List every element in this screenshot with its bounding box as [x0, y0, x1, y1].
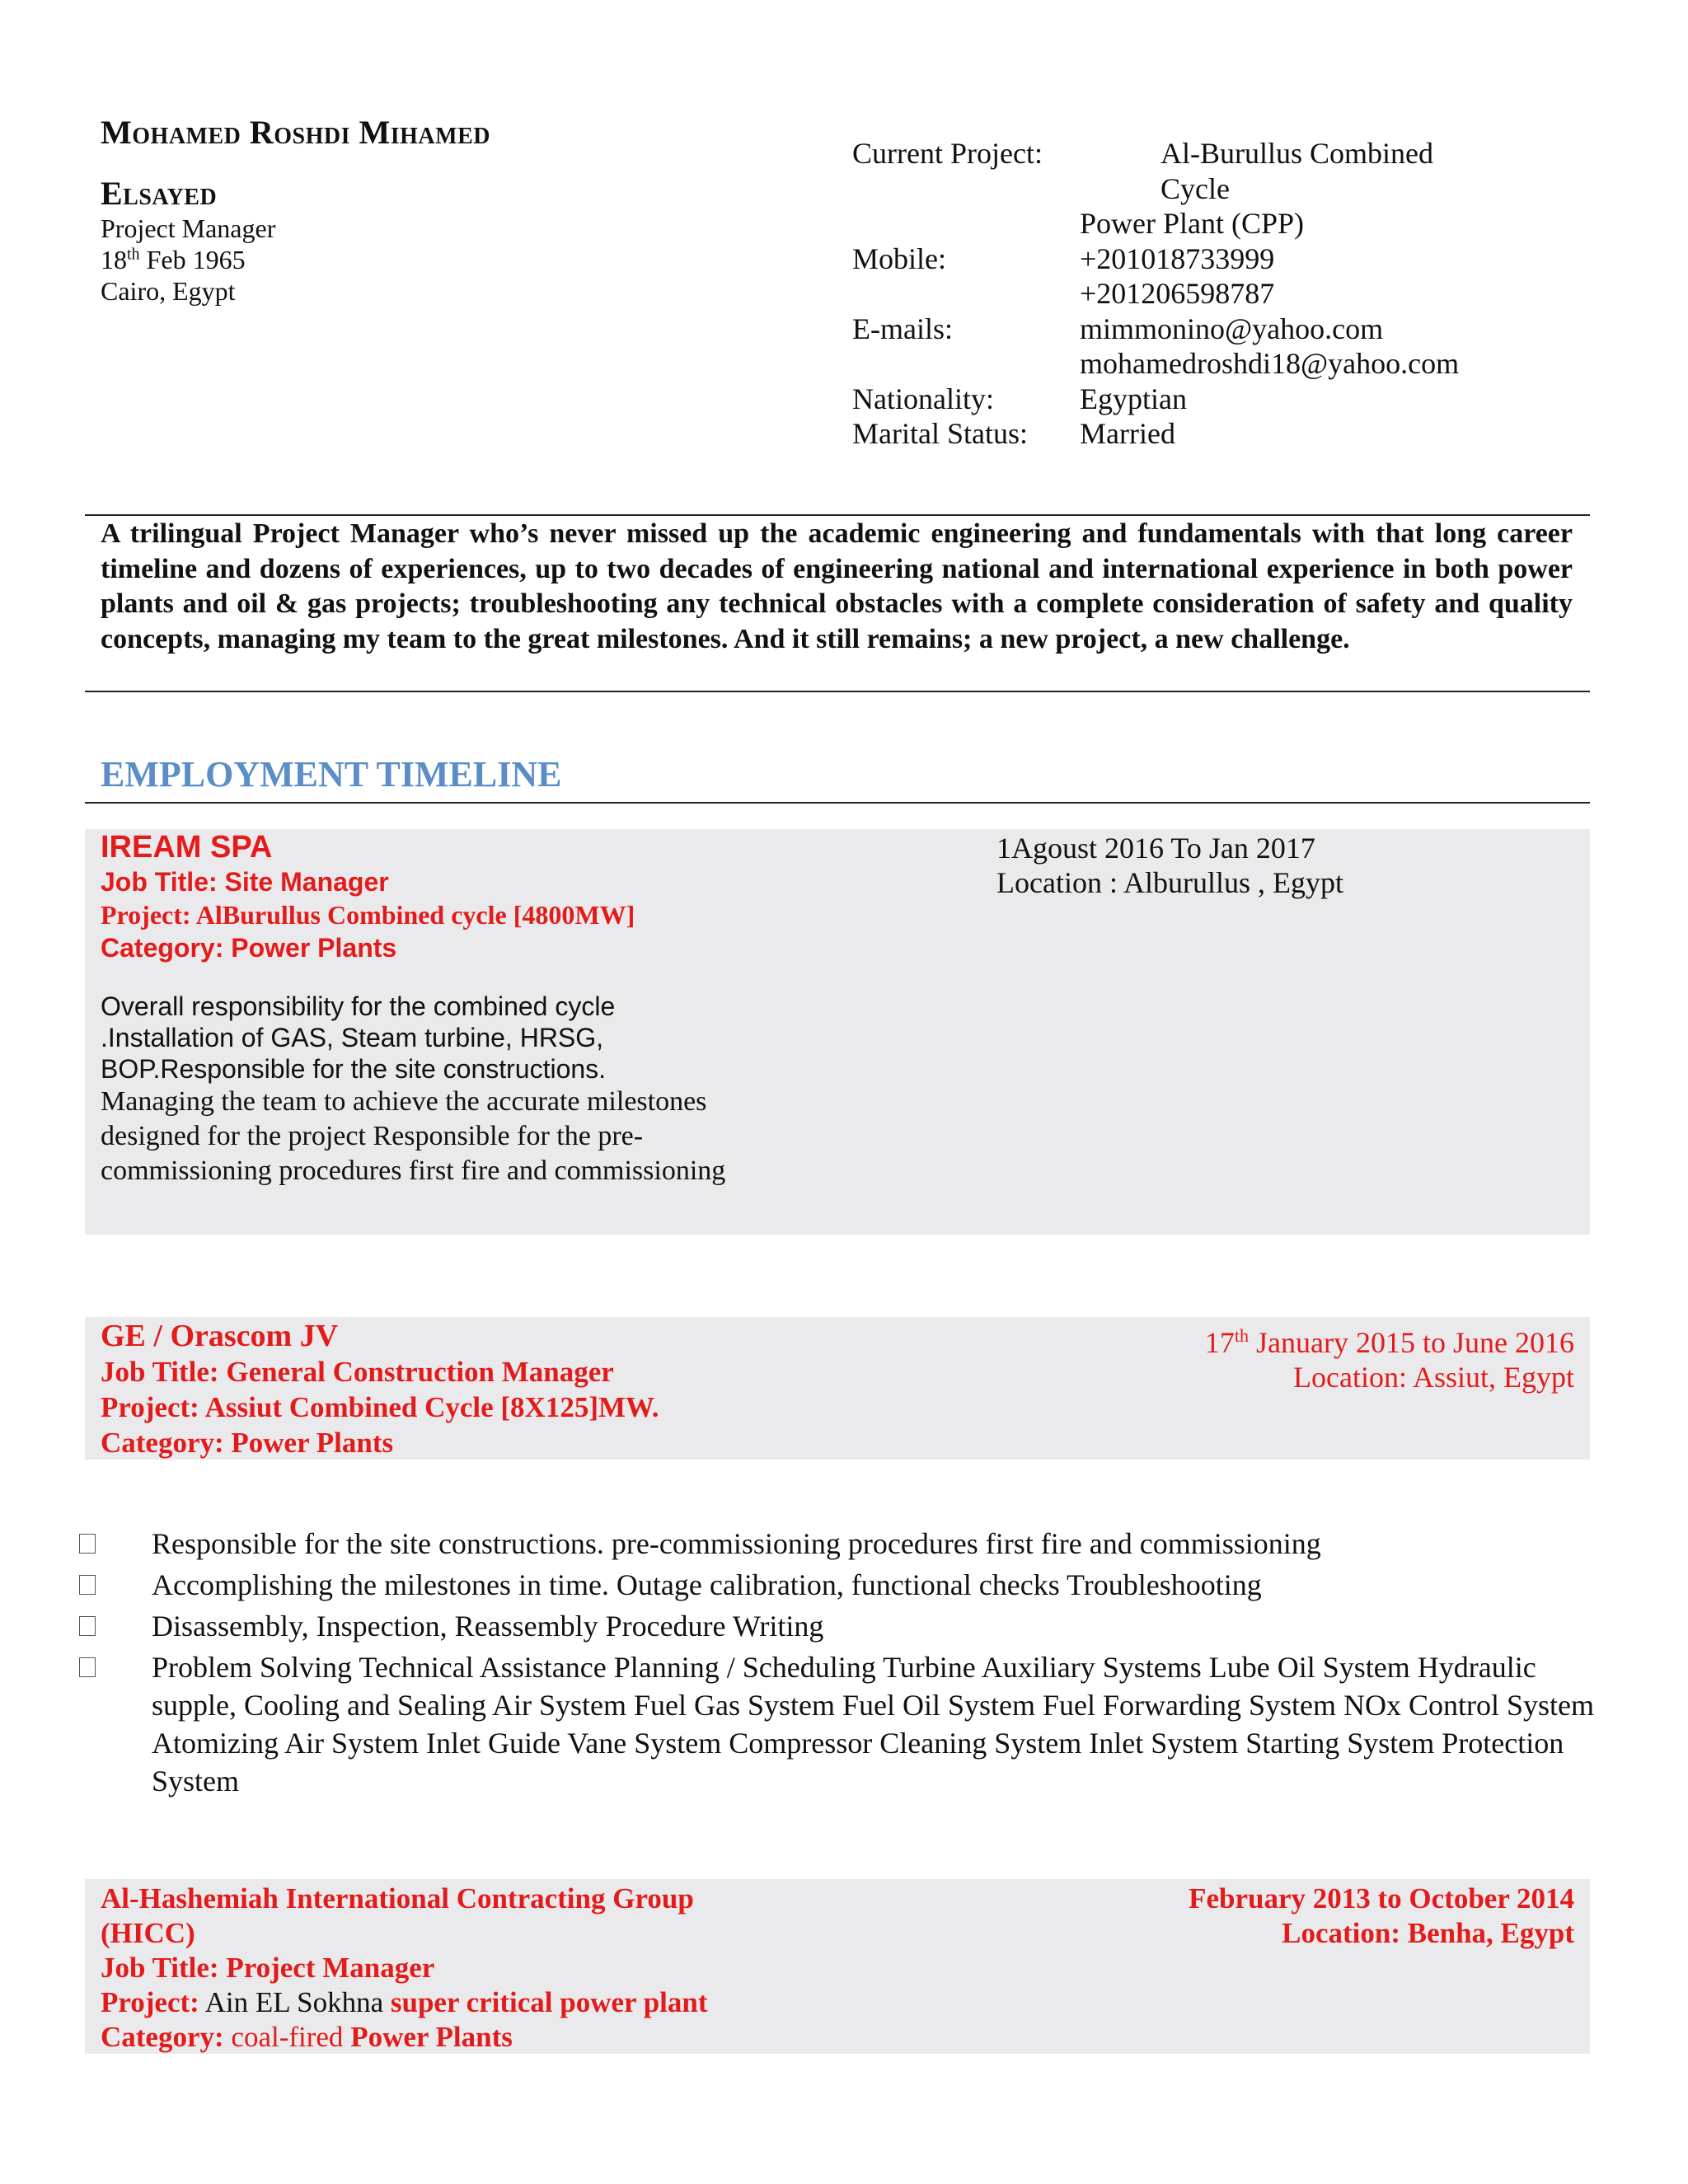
job-1-desc-4: Managing the team to achieve the accurate milestones	[101, 1086, 707, 1117]
summary-top-rule	[85, 514, 1590, 516]
nationality-value: Egyptian	[1080, 382, 1187, 415]
marital-value: Married	[1080, 417, 1175, 450]
job-3-location: Location: Benha, Egypt	[1282, 1917, 1574, 1949]
list-item: Accomplishing the milestones in time. Outage calibration, functional checks Troubleshooting	[79, 1566, 1596, 1604]
job-2-dates: 17th January 2015 to June 2016	[1204, 1325, 1574, 1359]
job-1-details	[101, 829, 842, 1188]
mobile-label: Mobile:	[852, 241, 946, 275]
mobile-1[interactable]: +201018733999	[1080, 241, 1275, 275]
job-1-company: IREAM SPA	[101, 830, 273, 865]
checkbox-icon	[79, 1575, 96, 1595]
marital-row	[852, 416, 1606, 452]
personal-basics	[101, 213, 275, 307]
job-3-category: Category: coal-fired Power Plants	[101, 2021, 513, 2053]
job-2-company: GE / Orascom JV	[101, 1319, 339, 1353]
current-project-value-c: Power Plant (CPP)	[1080, 207, 1305, 240]
date-of-birth: 18th Feb 1965	[101, 245, 246, 274]
summary-bottom-rule	[85, 691, 1590, 692]
current-project-value-a: Al-Burullus Combined	[1160, 137, 1433, 170]
list-item: Problem Solving Technical Assistance Planning / Scheduling Turbine Auxiliary Systems Lube Oil System Hydraulic supple, Cooling and Sealing Air System Fuel Gas System Fuel Oil System Fuel Forwarding System NOx Control System Atomizing Air System Inlet Guide Vane System Compressor Cleaning System Inlet System Starting System Protection System	[79, 1648, 1596, 1800]
section-title: EMPLOYMENT TIMELINE	[101, 754, 562, 794]
job-2-project: Project: Assiut Combined Cycle [8X125]MW.	[101, 1391, 659, 1423]
job-3-details	[101, 1882, 925, 2055]
emails-row	[852, 312, 1606, 347]
job-1-desc-3: BOP.Responsible for the site constructions.	[101, 1054, 607, 1084]
marital-label: Marital Status:	[852, 417, 1028, 450]
job-3-project: Project: Ain EL Sokhna super critical power plant	[101, 1986, 708, 2018]
job-2-title: Job Title: General Construction Manager	[101, 1356, 614, 1388]
mobile-2[interactable]: +201206598787	[1080, 277, 1275, 310]
job-2-details	[101, 1319, 925, 1460]
job-1-desc-2: .Installation of GAS, Steam turbine, HRSG,	[101, 1023, 604, 1052]
candidate-name	[101, 102, 801, 224]
nationality-row	[852, 382, 1606, 417]
job-3-company-line-2: (HICC)	[101, 1917, 195, 1949]
checkbox-icon	[79, 1657, 96, 1677]
job-1-desc-6: commissioning procedures first fire and commissioning	[101, 1155, 726, 1186]
job-1-category: Category: Power Plants	[101, 933, 397, 963]
job-3-title: Job Title: Project Manager	[101, 1952, 435, 1984]
current-project-value-b: Cycle	[1160, 171, 1230, 205]
job-title: Project Manager	[101, 213, 276, 243]
email-2[interactable]: mohamedroshdi18@yahoo.com	[1080, 347, 1460, 380]
job-1-desc-5: designed for the project Responsible for the pre-	[101, 1121, 644, 1151]
job-2-meta	[997, 1319, 1574, 1394]
current-project-row	[852, 136, 1606, 171]
nationality-label: Nationality:	[852, 382, 994, 415]
job-1-location: Location : Alburullus , Egypt	[996, 866, 1343, 899]
job-1-dates: 1Agoust 2016 To Jan 2017	[996, 832, 1315, 865]
emails-label: E-mails:	[852, 312, 953, 345]
job-3-company-line-1: Al-Hashemiah International Contracting Group	[101, 1882, 694, 1915]
job-1-project: Project: AlBurullus Combined cycle [4800MW]	[101, 900, 635, 930]
contact-block	[852, 136, 1606, 452]
job-2-location: Location: Assiut, Egypt	[1293, 1361, 1574, 1394]
profile-summary: A trilingual Project Manager who’s never missed up the academic engineering and fundamentals with that long career timeline and dozens of experiences, up to two decades of engineering national and international experience in both power plants and oil & gas projects; troubleshooting any technical obstacles with a complete consideration of safety and quality concepts, managing my team to the great milestones. And it still remains; a new project, a new challenge.	[101, 518, 1573, 654]
list-item: Responsible for the site constructions. pre-commissioning procedures first fire and commissioning	[79, 1525, 1596, 1563]
mobile-row	[852, 241, 1606, 277]
job-1-title: Job Title: Site Manager	[101, 867, 389, 897]
job-1-desc-1: Overall responsibility for the combined cycle	[101, 991, 616, 1021]
job-3-meta	[997, 1882, 1574, 1951]
checkbox-icon	[79, 1534, 96, 1554]
list-item: Disassembly, Inspection, Reassembly Procedure Writing	[79, 1607, 1596, 1645]
job-1-meta	[996, 831, 1343, 900]
home-location: Cairo, Egypt	[101, 276, 236, 306]
current-project-label: Current Project:	[852, 137, 1043, 170]
email-1[interactable]: mimmonino@yahoo.com	[1080, 312, 1384, 345]
name-line-1: Mohamed Roshdi Mihamed	[101, 114, 490, 151]
job-3-dates: February 2013 to October 2014	[1189, 1882, 1574, 1915]
name-line-2: Elsayed	[101, 175, 218, 212]
job-2-category: Category: Power Plants	[101, 1427, 394, 1459]
job-2-bullets	[79, 1525, 1596, 1803]
checkbox-icon	[79, 1616, 96, 1636]
section-rule	[85, 802, 1590, 804]
